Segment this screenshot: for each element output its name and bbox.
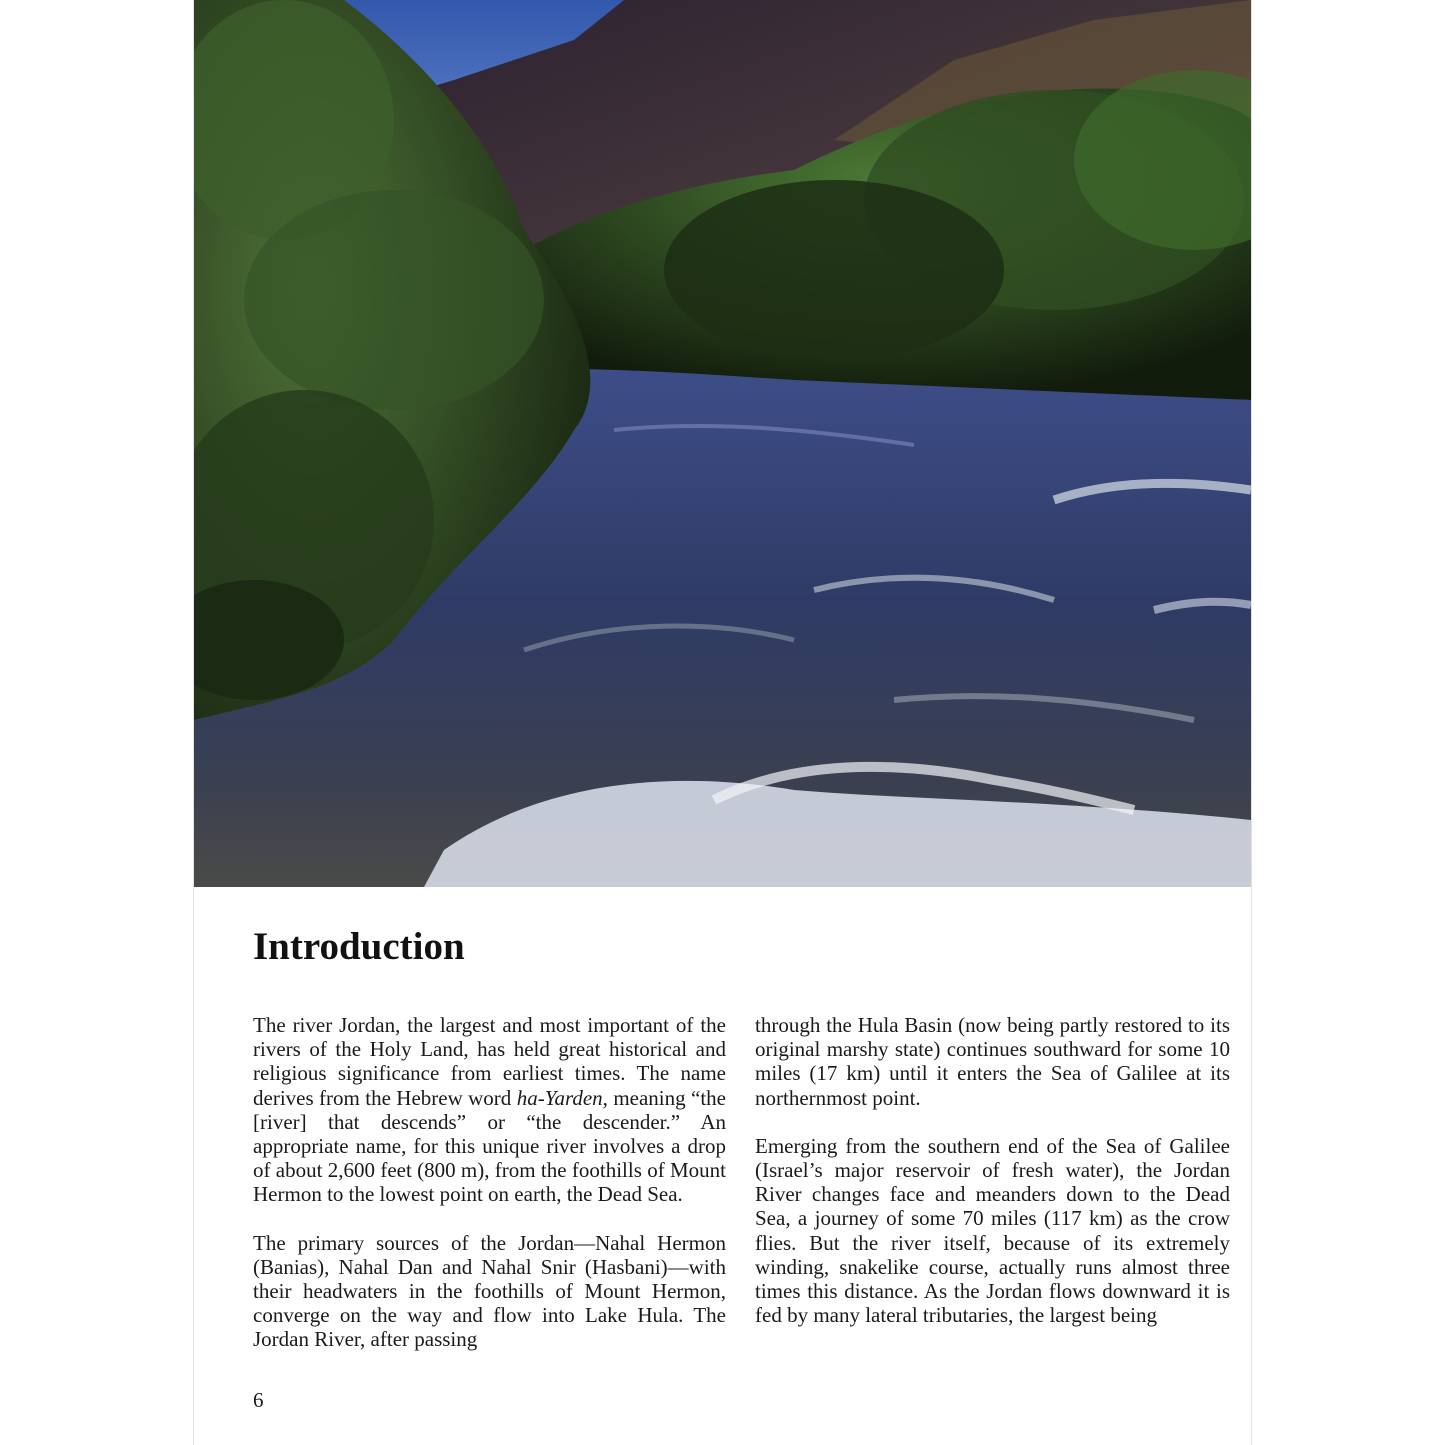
page-title: Introduction bbox=[253, 925, 465, 968]
book-page bbox=[193, 0, 1252, 1445]
text-column-left bbox=[253, 1013, 726, 1376]
paragraph-2: The primary sources of the Jordan—Nahal Hermon (Banias), Nahal Dan and Nahal Snir (Hasbani)—with their headwaters in the foothills of Mount Hermon, converge on the way and flow into Lake Hula. The Jordan River, after passing bbox=[253, 1230, 726, 1352]
paragraph-4: Emerging from the southern end of the Sea of Galilee (Israel’s major reservoir of fresh water), the Jordan River changes face and meanders down to the Dead Sea, a journey of some 70 miles (117 km) as the crow flies. But the river itself, because of its extremely winding, snakelike course, actually runs almost three times this distance. As the Jordan flows downward it is fed by many lateral tributaries, the largest being bbox=[755, 1133, 1230, 1328]
hebrew-term: ha-Yarden bbox=[516, 1085, 603, 1110]
paragraph-3: through the Hula Basin (now being partly restored to its original marshy state) continues southward for some 10 miles (17 km) until it enters the Sea of Galilee at its northernmost point. bbox=[755, 1013, 1230, 1110]
river-photo bbox=[194, 0, 1251, 887]
text-column-right bbox=[755, 1013, 1230, 1351]
page-number: 6 bbox=[253, 1388, 264, 1412]
paragraph-1: The river Jordan, the largest and most important of the rivers of the Holy Land, has held great historical and religious significance from earliest times. The name derives from the Hebrew word ha-Yarden, meaning “the [river] that descends” or “the descender.” An appropriate name, for this unique river involves a drop of about 2,600 feet (800 m), from the foothills of Mount Hermon to the lowest point on earth, the Dead Sea. bbox=[253, 1013, 726, 1207]
